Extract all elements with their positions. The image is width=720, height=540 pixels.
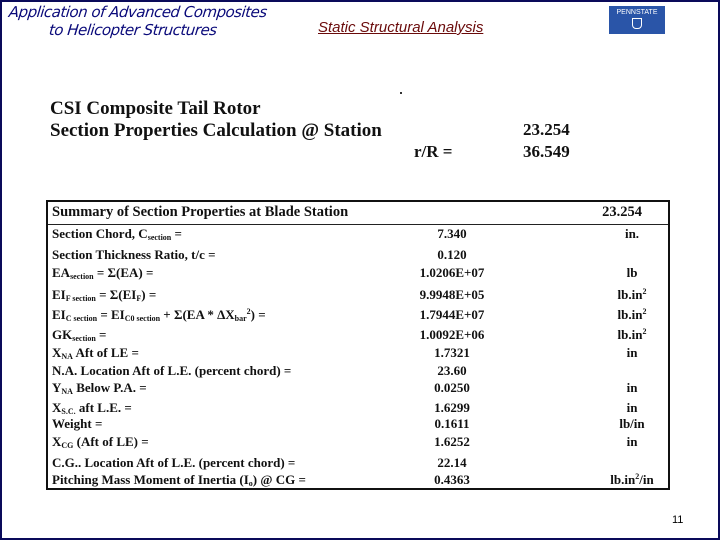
property-unit [592,400,672,416]
text-segment: X [52,434,62,449]
property-label [52,265,153,281]
text-segment: = Σ(EI [95,287,137,302]
table-station: 23.254 [602,204,642,220]
property-label [52,307,266,323]
text-segment: lb.in [610,472,636,487]
text-segment: lb.in [617,327,643,342]
header-divider [48,224,668,225]
text-segment: lb.in [617,307,643,322]
property-value: 0.1611 [434,416,470,431]
text-segment: 2 [642,287,647,296]
property-value: 1.7944E+07 [419,307,485,322]
text-segment: = EI [97,307,125,322]
course-title-line1: Application of Advanced Composites [8,3,268,21]
text-segment: /in [639,472,654,487]
text-segment: NA [61,387,73,396]
text-segment: + Σ(EA * ΔX [160,307,235,322]
text-segment: Below P.A. = [72,380,147,395]
text-segment: = [95,327,107,342]
text-segment: 2 [246,307,251,316]
heading-line2: Section Properties Calculation @ Station [50,120,382,141]
text-segment: Section Chord, C [52,226,148,241]
property-value: 0.4363 [434,472,470,487]
text-segment: X [52,400,62,415]
text-segment: C0 section [124,314,161,323]
text-segment: S.C. [61,407,76,416]
property-label [52,400,132,416]
property-value: 1.0206E+07 [419,265,485,280]
text-segment: EI [52,287,66,302]
text-segment: NA [61,352,73,361]
property-value: 23.60 [437,363,467,378]
rR-value: 36.549 [523,142,570,161]
property-unit [592,307,672,323]
text-segment: N.A. Location Aft of L.E. (percent chord) = [52,363,292,378]
property-unit [592,265,672,281]
text-segment: Section Thickness Ratio, t/c = [52,247,216,262]
property-unit [592,287,672,303]
text-segment: = [171,226,182,241]
text-segment: ) = [250,307,266,322]
text-segment: section [147,233,172,242]
property-label [52,472,306,488]
property-value: 1.6299 [434,400,470,415]
shield-icon [632,18,642,29]
text-segment: 2 [642,327,647,336]
course-title [6,3,268,39]
stray-dot [400,92,402,94]
text-segment: lb.in [617,287,643,302]
course-title-line2: to Helicopter Structures [48,21,218,39]
text-segment: F [136,294,142,303]
rR-label: r/R = [414,142,453,161]
property-unit [592,416,672,432]
property-label [52,416,102,432]
property-label [52,455,295,471]
text-segment: Aft of LE = [72,345,139,360]
property-label [52,345,139,361]
text-segment: in [626,434,638,449]
text-segment: C.G.. Location Aft of L.E. (percent chord) = [52,455,296,470]
property-label [52,380,147,396]
property-value: 7.340 [437,226,467,241]
property-unit [592,327,672,343]
page-number: 11 [672,514,684,526]
property-unit [592,345,672,361]
property-value: 1.0092E+06 [419,327,485,342]
property-unit [592,434,672,450]
property-value: 1.6252 [434,434,470,449]
text-segment: o [248,479,253,488]
section-properties-table [46,200,670,490]
property-label [52,226,182,242]
property-label [52,247,216,263]
heading-line1: CSI Composite Tail Rotor [50,98,261,119]
text-segment: section [72,334,96,343]
property-label [52,327,106,343]
text-segment: Y [52,380,62,395]
text-segment: C section [65,314,98,323]
text-segment: 2 [642,307,647,316]
text-segment: section [70,272,94,281]
logo-text: PENNSTATE [616,9,658,16]
text-segment: Pitching Mass Moment of Inertia (I [52,472,249,487]
text-segment: EA [52,265,71,280]
text-segment: (Aft of LE) = [73,434,149,449]
text-segment: 2 [635,472,640,481]
text-segment: aft L.E. = [75,400,132,415]
property-value: 0.120 [437,247,467,262]
property-unit [592,472,672,488]
property-value: 22.14 [437,455,467,470]
text-segment: in [626,380,638,395]
property-label [52,363,291,379]
text-segment: lb/in [619,416,645,431]
text-segment: F section [65,294,96,303]
text-segment: in [626,400,638,415]
text-segment: in. [624,226,640,241]
property-label [52,287,156,303]
text-segment: lb [626,265,638,280]
text-segment: ) @ CG = [252,472,306,487]
property-value: 0.0250 [434,380,470,395]
text-segment: = Σ(EA) = [93,265,154,280]
text-segment: Weight = [52,416,103,431]
text-segment: ) = [141,287,157,302]
property-unit [592,226,672,242]
property-value: 9.9948E+05 [419,287,485,302]
text-segment: bar [234,314,247,323]
text-segment: EI [52,307,66,322]
section-title: Static Structural Analysis [318,19,484,36]
text-segment: GK [52,327,73,342]
text-segment: X [52,345,62,360]
table-title: Summary of Section Properties at Blade Station [52,204,349,220]
property-unit [592,380,672,396]
text-segment: CG [61,441,74,450]
text-segment: in [626,345,638,360]
heading-station: 23.254 [523,120,570,139]
property-label [52,434,149,450]
property-value: 1.7321 [434,345,470,360]
penn-state-logo [609,6,665,34]
